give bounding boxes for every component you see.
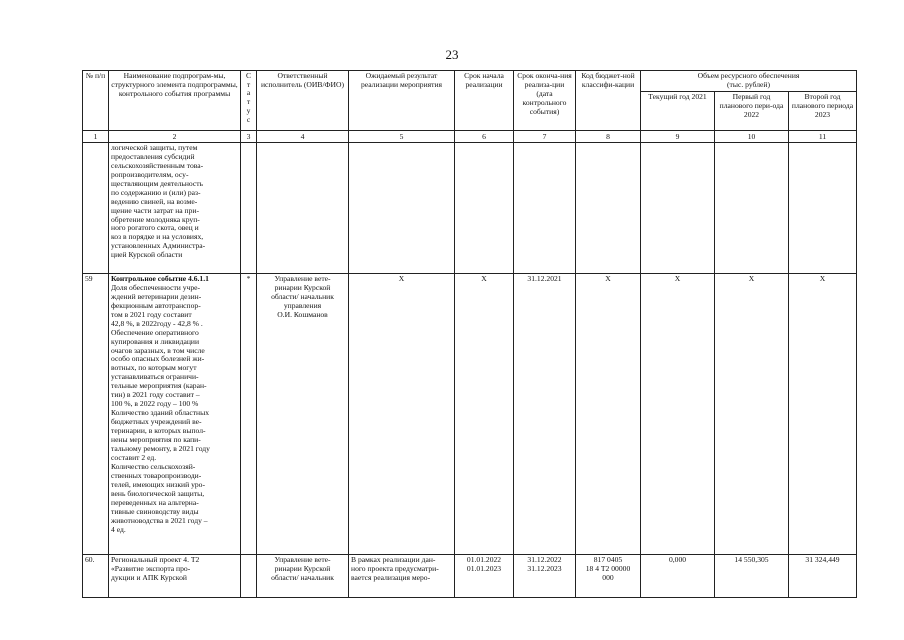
text-line: вотных, по которым могут: [111, 363, 197, 373]
text-line: Количество зданий областных: [111, 408, 210, 418]
text-line: щение части затрат на при-: [111, 205, 200, 215]
text-line: 01.01.2022: [466, 554, 502, 564]
header-end: Срок оконча-ния реализа-ции (дата контрольного события): [514, 71, 576, 131]
text-line: 100 %, в 2022 году – 100 %: [111, 399, 199, 409]
column-number: 1: [83, 130, 109, 142]
status-letter: у: [246, 105, 251, 115]
text-line: О.И. Кошманов: [277, 309, 328, 319]
status-letter: т: [246, 79, 251, 89]
text-line: ждений ветеринарии дезин-: [111, 291, 202, 301]
text-line: по содержанию и (или) раз-: [111, 187, 201, 197]
text-line: очагов заразных, в том числе: [111, 345, 205, 355]
cell-name: [109, 554, 241, 597]
text-line: ственных товаропроизводи-: [111, 470, 202, 480]
text-line: области/ начальник: [271, 291, 334, 301]
text-line: Управление вете-: [274, 554, 331, 564]
text-line: ропроизводителям, осу-: [111, 169, 189, 179]
cell-end: 31.12.2021: [514, 273, 576, 554]
cell-start: [455, 142, 514, 273]
text-line: бюджетных учреждений ве-: [111, 417, 202, 427]
text-line: тивные свиноводству виды: [111, 506, 199, 516]
responsible-lines: [259, 275, 346, 320]
cell-status: [241, 142, 257, 273]
header-resources: [641, 71, 857, 92]
column-number: 10: [715, 130, 789, 142]
header-start: Срок начала реализации: [455, 71, 514, 131]
cell-num: [83, 142, 109, 273]
text-line: нены мероприятия по капи-: [111, 435, 201, 445]
column-number: 11: [789, 130, 857, 142]
text-line: тин) в 2021 году составит –: [111, 390, 200, 400]
table-row-59: [83, 273, 857, 554]
text-line: установленных Администра-: [111, 241, 206, 251]
text-line: управления: [283, 300, 322, 310]
text-line: устанавливаться ограничи-: [111, 372, 199, 382]
text-line: животноводства в 2021 году –: [111, 515, 208, 525]
cell-budget-code: [576, 142, 641, 273]
header-resources-title: Объем ресурсного обеспечения: [697, 71, 800, 80]
cell-end: [514, 142, 576, 273]
cell-responsible: [257, 142, 349, 273]
cell-budget-code: [576, 554, 641, 597]
resource-table: [82, 70, 857, 598]
header-num: № п/п: [83, 71, 109, 131]
text-line: 000: [602, 572, 614, 582]
cell-name: [109, 273, 241, 554]
responsible-lines: [259, 556, 346, 583]
text-line: ного проекта предусматри-: [351, 563, 439, 573]
text-line: логической защиты, путем: [111, 142, 198, 152]
text-line: ществляющим деятельность: [111, 178, 204, 188]
status-letters: [243, 72, 254, 124]
text-line: Управление вете-: [274, 273, 331, 283]
text-line: 817 0405: [593, 554, 623, 564]
cell-year-first: Х: [715, 273, 789, 554]
text-line: 42,8 %, в 2022году - 42,8 % .: [111, 318, 203, 328]
table-row-continuation: [83, 142, 857, 273]
text-line: дукции и АПК Курской: [111, 572, 187, 582]
text-line: ного рогатого скота, овец и: [111, 223, 199, 233]
status-letter: т: [246, 97, 251, 107]
column-number-row: [83, 130, 857, 142]
page-number: 23: [445, 47, 459, 62]
text-line: телей, имеющих низкий уро-: [111, 479, 205, 489]
status-letter: с: [246, 114, 251, 124]
text-line: Доля обеспеченности учре-: [111, 282, 201, 292]
cell-name: [109, 142, 241, 273]
text-line: предоставления субсидий: [111, 151, 195, 161]
cell-responsible: [257, 273, 349, 554]
cell-expected: [349, 142, 455, 273]
cell-year-first: [715, 142, 789, 273]
cell-year-current: Х: [641, 273, 715, 554]
cell-num: 59: [83, 273, 109, 554]
cell-status: *: [241, 273, 257, 554]
budget-lines: [578, 556, 638, 583]
text-line: тельные мероприятия (каран-: [111, 381, 207, 391]
text-line: сельскохозяйственным това-: [111, 160, 204, 170]
cell-start: Х: [455, 273, 514, 554]
text-line: области/ начальник: [271, 572, 334, 582]
column-number: 7: [514, 130, 576, 142]
text-line: 4 ед.: [111, 524, 126, 534]
control-event-title: Контрольное событие 4.6.1.1: [111, 273, 209, 283]
text-line: Количество сельскохозяй-: [111, 461, 196, 471]
status-letter: а: [246, 88, 251, 98]
text-line: составит 2 ед.: [111, 452, 157, 462]
cell-start: [455, 554, 514, 597]
header-status: [241, 71, 257, 131]
text-line: ведению свиней, на возме-: [111, 196, 198, 206]
header-year-current: Текущий год 2021: [641, 91, 715, 130]
column-number: 3: [241, 130, 257, 142]
header-resources-unit: (тыс. рублей): [727, 79, 770, 89]
text-line: В рамках реализации дан-: [351, 554, 436, 564]
text-line: 18 4 Т2 00000: [585, 563, 631, 573]
header-year-second: Второй год планового периода 2023: [789, 91, 857, 130]
cell-budget-code: Х: [576, 273, 641, 554]
header-name: Наименование подпрограм-мы, структурного элемента подпрограммы, контрольного события программы: [109, 71, 241, 131]
table-row-60: [83, 554, 857, 597]
column-number: 9: [641, 130, 715, 142]
name-lines: [111, 556, 238, 583]
text-line: купирования и ликвидации: [111, 336, 200, 346]
cell-year-second: [789, 142, 857, 273]
text-line: «Развитие экспорта про-: [111, 563, 191, 573]
column-number: 8: [576, 130, 641, 142]
cell-year-first: 14 550,305: [715, 554, 789, 597]
cell-year-second: Х: [789, 273, 857, 554]
cell-end: [514, 554, 576, 597]
name-lines: [111, 144, 238, 260]
expected-lines: [351, 556, 452, 583]
text-line: обретение молодняка круп-: [111, 214, 200, 224]
name-lines: [111, 284, 238, 535]
header-year-first: Первый год планового пери-ода 2022: [715, 91, 789, 130]
text-line: теринарии, в которых выпол-: [111, 426, 206, 436]
text-line: 01.01.2023: [466, 563, 502, 573]
header-expected: Ожидаемый результат реализации мероприятия: [349, 71, 455, 131]
text-line: Обеспечение оперативного: [111, 327, 199, 337]
text-line: цией Курской области: [111, 250, 183, 260]
text-line: 31.12.2022: [527, 554, 562, 564]
header-responsible: Ответственный исполнитель (ОИВ/ФИО): [257, 71, 349, 131]
column-number: 2: [109, 130, 241, 142]
column-number: 6: [455, 130, 514, 142]
text-line: ринарии Курской: [274, 282, 331, 292]
text-line: фекционным автотранспор-: [111, 300, 201, 310]
cell-expected: [349, 554, 455, 597]
column-number: 5: [349, 130, 455, 142]
start-lines: [457, 556, 511, 574]
cell-year-current: [641, 142, 715, 273]
text-line: коз в порядке и на условиях,: [111, 232, 204, 242]
text-line: Региональный проект 4. Т2: [111, 554, 200, 564]
text-line: тальному ремонту, в 2021 году: [111, 444, 210, 454]
cell-responsible: [257, 554, 349, 597]
text-line: 31.12.2023: [527, 563, 562, 573]
cell-year-current: 0,000: [641, 554, 715, 597]
status-letter: С: [245, 71, 252, 80]
text-line: вень биологической защиты,: [111, 488, 205, 498]
text-line: вается реализация меро-: [351, 572, 431, 582]
cell-status: [241, 554, 257, 597]
cell-year-second: 31 324,449: [789, 554, 857, 597]
cell-expected: Х: [349, 273, 455, 554]
end-lines: [516, 556, 573, 574]
cell-num: 60.: [83, 554, 109, 597]
column-number: 4: [257, 130, 349, 142]
text-line: том в 2021 году составит: [111, 309, 192, 319]
text-line: особо опасных болезней жи-: [111, 354, 205, 364]
text-line: переведенных на альтерна-: [111, 497, 199, 507]
text-line: ринарии Курской: [274, 563, 331, 573]
header-budget-code: Код бюджет-ной классифи-кации: [576, 71, 641, 131]
